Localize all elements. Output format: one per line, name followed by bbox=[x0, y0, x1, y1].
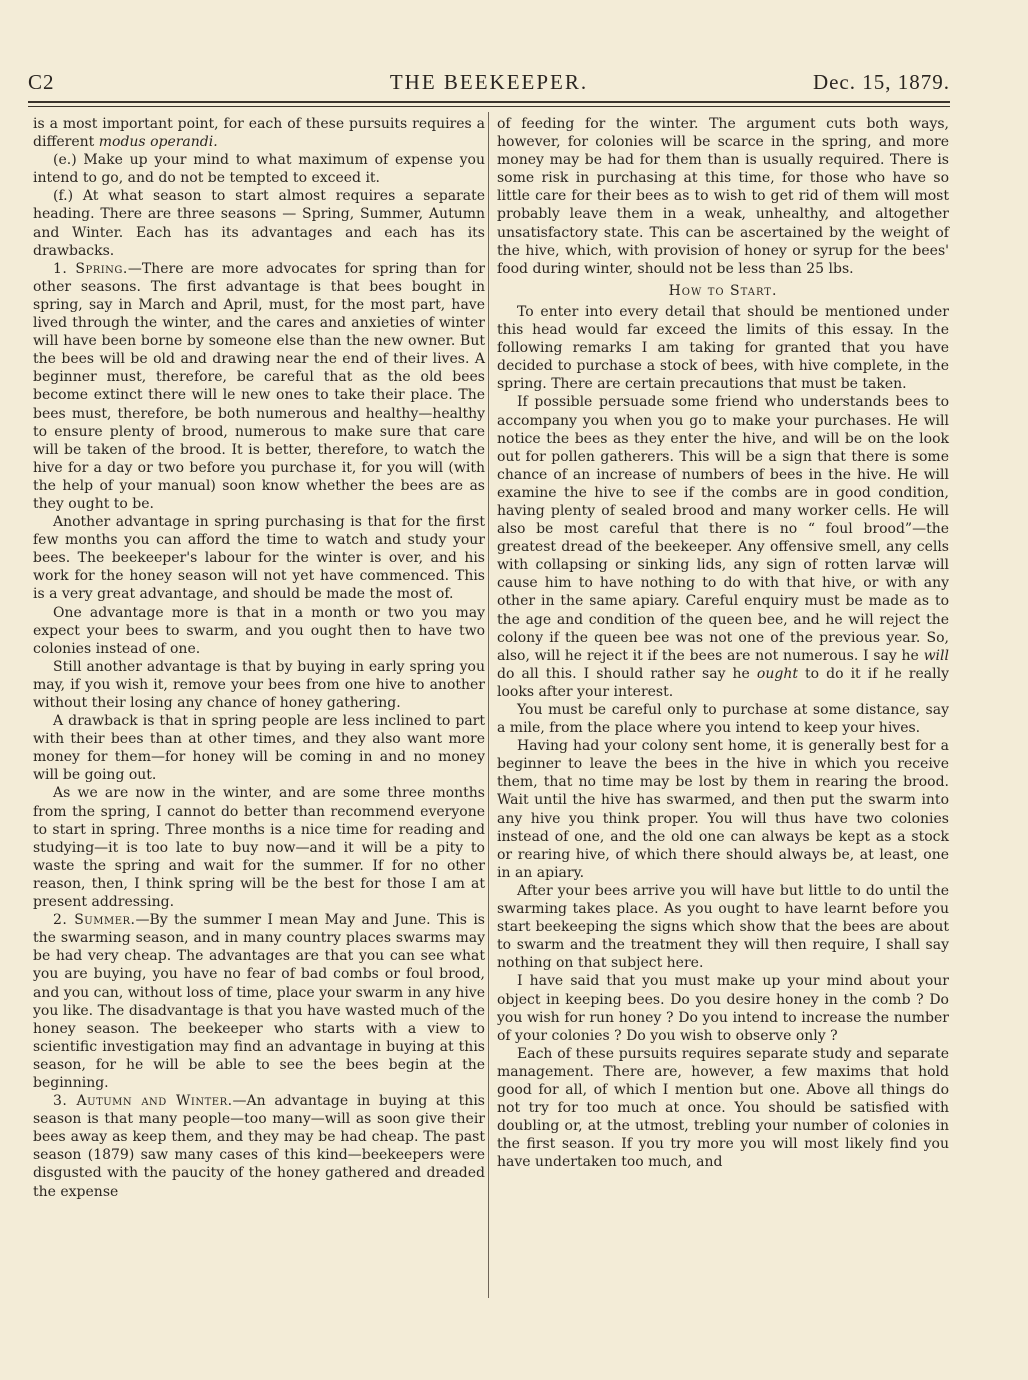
section-label: 1. Spring. bbox=[53, 260, 128, 277]
header-rule-thin bbox=[28, 106, 950, 107]
paragraph: After your bees arrive you will have but little to do until the swarming takes place. As you ought to have learnt before you start beekeeping the signs which show that the bees are about to swarm and the treatment they will then require, I shall say nothing on that subject here. bbox=[497, 882, 949, 972]
header-rule-thick bbox=[28, 101, 950, 103]
paragraph: One advantage more is that in a month or two you may expect your bees to swarm, and you ought then to have two colonies instead of one. bbox=[33, 604, 485, 657]
column-divider bbox=[488, 112, 489, 1298]
paragraph-summer: 2. Summer.—By the summer I mean May and June. This is the swarming season, and in many country places swarms may be had very cheap. The advantages are that you can see what you are buying, you have no fear of bad combs or foul brood, and you can, without loss of time, place your swarm in any hive you like. The disadvantage is that you have wasted much of the honey season. The beekeeper who starts with a view to scientific investigation may find an advantage in buying at this season, for he will be able to see the bees begin at the beginning. bbox=[33, 912, 485, 1091]
section-heading: How to Start. bbox=[668, 282, 778, 299]
left-column bbox=[33, 115, 485, 1201]
page-header bbox=[28, 70, 950, 100]
right-column bbox=[497, 115, 949, 1171]
paragraph: Each of these pursuits requires separate study and separate management. There are, however, a few maxims that hold good for all, of which I mention but one. Above all things do not try for too much at once. You should be satisfied with doubling or, at the utmost, trebling your number of colonies in the first season. If you try more you will most likely find you have undertaken too much, and bbox=[497, 1045, 949, 1171]
paragraph: (e.) Make up your mind to what maximum of expense you intend to go, and do not be tempted to exceed it. bbox=[33, 152, 485, 187]
section-label: 3. Autumn and Winter. bbox=[53, 1093, 233, 1110]
paragraph: If possible persuade some friend who understands bees to accompany you when you go to make your purchases. He will notice the bees as they enter the hive, and will be on the look out for pollen gatherers. This will be a sign that there is some chance of an increase of numbers of bees in the hive. He will examine the hive to see if the combs are in good condition, having plenty of sealed brood and many worker cells. He will also be most careful that there is no “ foul brood”—the greatest dread of the beekeeper. Any offensive smell, any cells with collapsing or sinking lids, any sign of rotten larvæ will cause him to have nothing to do with that hive, or with any other in the same apiary. Careful enquiry must be made as to the age and condition of the queen bee, and he will reject the colony if the queen bee was not one of the previous year. So, also, will he reject it if the bees are not numerous. I say he will do all this. I should rather say he ought to do it if he really looks after your interest. bbox=[497, 394, 949, 700]
publication-title: THE BEEKEEPER. bbox=[389, 70, 589, 94]
page-number: C2 bbox=[28, 70, 55, 94]
paragraph-autumn: 3. Autumn and Winter.—An advantage in buying at this season is that many people—too many—will as soon give their bees away as keep them, and they may be had cheap. The past season (1879) saw many cases of this kind—beekeepers were disgusted with the paucity of the honey gathered and dreaded the expense bbox=[33, 1093, 485, 1200]
paragraph: Having had your colony sent home, it is generally best for a beginner to leave the bees in the hive in which you receive them, that no time may be lost by them in rearing the brood. Wait until the hive has swarmed, and then put the swarm into any hive you think proper. You will thus have two colonies instead of one, and the old one can always be kept as a stock or rearing hive, of which there should always be, at least, one in an apiary. bbox=[497, 738, 949, 881]
paragraph: Still another advantage is that by buying in early spring you may, if you wish it, remove your bees from one hive to another without their losing any chance of honey gathering. bbox=[33, 658, 485, 711]
paragraph: A drawback is that in spring people are less inclined to part with their bees than at other times, and they also want more money for them—for honey will be coming in and no money will be going out. bbox=[33, 713, 485, 784]
paragraph: I have said that you must make up your mind about your object in keeping bees. Do you desire honey in the comb ? Do you wish for run honey ? Do you intend to increase the number of your colonies ? Do you wish to observe only ? bbox=[497, 973, 949, 1044]
paragraph: (f.) At what season to start almost requires a separate heading. There are three seasons — Spring, Summer, Autumn and Winter. Each has its advantages and each has its drawbacks. bbox=[33, 188, 485, 259]
issue-date: Dec. 15, 1879. bbox=[812, 70, 950, 94]
paragraph: Another advantage in spring purchasing is that for the first few months you can afford the time to watch and study your bees. The beekeeper's labour for the winter is over, and his work for the honey season will not yet have commenced. This is a very great advantage, and should be made the most of. bbox=[33, 514, 485, 603]
paragraph: is a most important point, for each of these pursuits requires a different modus operandi. bbox=[33, 116, 485, 151]
paragraph: As we are now in the winter, and are some three months from the spring, I cannot do better than recommend everyone to start in spring. Three months is a nice time for reading and studying—it is too late to buy now—and it will be a pity to waste the spring and wait for the summer. If for no other reason, then, I think spring will be the best for those I am at present addressing. bbox=[33, 785, 485, 911]
section-label: 2. Summer. bbox=[53, 912, 136, 929]
paragraph: You must be careful only to purchase at some distance, say a mile, from the place where you intend to keep your hives. bbox=[497, 702, 949, 737]
paragraph-spring: 1. Spring.—There are more advocates for spring than for other seasons. The first advantage is that bees bought in spring, say in March and April, must, for the most part, have lived through the winter, and the cares and anxieties of winter will have been borne by someone else than the new owner. But the bees will be old and drawing near the end of their lives. A beginner must, therefore, be careful that as the old bees become extinct there will le new ones to take their place. The bees must, therefore, be both numerous and healthy—healthy to ensure plenty of brood, numerous to make sure that care will be taken of the brood. It is better, therefore, to watch the hive for a day or two before you purchase it, for you will (with the help of your manual) soon know whether the bees are as they ought to be. bbox=[33, 260, 485, 512]
paragraph: of feeding for the winter. The argument cuts both ways, however, for colonies will be scarce in the spring, and more money may be had for them than is usually required. There is some risk in purchasing at this time, for those who have so little care for their bees as to wish to get rid of them will most probably leave them in a weak, unhealthy, and altogether unsatisfactory state. This can be ascertained by the weight of the hive, which, with provision of honey or syrup for the bees' food during winter, should not be less than 25 lbs. bbox=[497, 116, 949, 277]
paragraph: To enter into every detail that should be mentioned under this head would far exceed the limits of this essay. In the following remarks I am taking for granted that you have decided to purchase a stock of bees, with hive complete, in the spring. There are certain precautions that must be taken. bbox=[497, 303, 949, 393]
